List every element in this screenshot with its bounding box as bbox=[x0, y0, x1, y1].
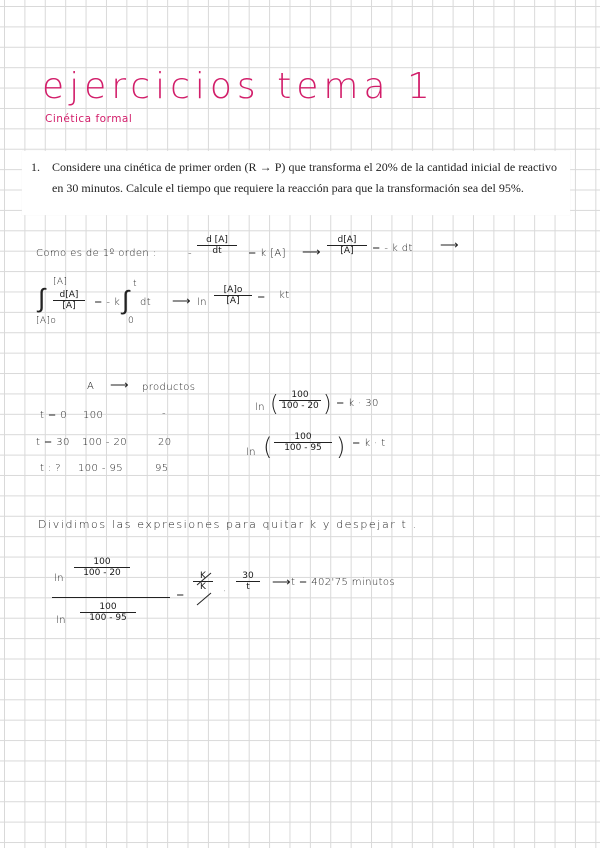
integral-icon: ∫ bbox=[38, 284, 46, 314]
frac-numerator: 100 bbox=[74, 557, 130, 568]
cancel-strike-icon bbox=[195, 571, 213, 607]
paren-right: ) bbox=[336, 433, 346, 461]
final-result: t = 402'75 minutos bbox=[291, 577, 396, 588]
frac-denominator: t bbox=[246, 582, 250, 592]
arrow-icon: ⟶ bbox=[302, 245, 322, 260]
frac-denominator: K bbox=[200, 582, 206, 592]
integral-upper-limit: [A] bbox=[53, 277, 68, 287]
frac-denominator: 100 - 20 bbox=[83, 568, 121, 578]
integral-lower-limit: 0 bbox=[128, 316, 135, 326]
integral-upper-limit: t bbox=[133, 279, 137, 289]
arrow-icon: ⟶ bbox=[110, 378, 130, 393]
page-title: ejercicios tema 1 bbox=[42, 66, 435, 107]
eqA-frac bbox=[279, 390, 321, 411]
table-row-1-p: - bbox=[162, 408, 167, 419]
line2-ln: ln bbox=[197, 297, 207, 308]
table-row-1-a: 100 bbox=[83, 410, 104, 421]
line1-minus: - bbox=[188, 248, 193, 259]
line1-eq1: = k [A] bbox=[248, 248, 286, 259]
frac-denominator: 100 - 95 bbox=[284, 443, 322, 453]
frac-denominator: [A] bbox=[226, 296, 240, 306]
eqB-rhs: = k · t bbox=[352, 438, 386, 449]
integral-icon: ∫ bbox=[122, 286, 130, 316]
arrow-icon: ⟶ bbox=[172, 294, 192, 309]
final-eq: = bbox=[176, 590, 185, 601]
line2-mid: = - k · bbox=[94, 297, 128, 308]
exercise-statement bbox=[22, 151, 570, 215]
exercise-text: Considere una cinética de primer orden (R → P) que transforma el 20% de la cantidad inicial de reactivo en 30 minutos. Calcule el tiempo que requiere la reacción para que la transformación sea del 95%. bbox=[52, 160, 557, 195]
frac-numerator: 100 bbox=[80, 602, 136, 613]
eqA-ln: ln bbox=[255, 402, 265, 413]
line1-frac-2 bbox=[327, 235, 367, 256]
line2-eq: = bbox=[257, 292, 266, 303]
line1-frac-1 bbox=[197, 235, 237, 256]
divide-text: Dividimos las expresiones para quitar k y despejar t . bbox=[38, 518, 418, 531]
integral-lower-limit: [A]o bbox=[36, 316, 57, 326]
final-bot-ln: ln bbox=[56, 615, 66, 626]
arrow-icon: ⟶ bbox=[272, 575, 292, 590]
eqB-ln: ln bbox=[246, 447, 256, 458]
line1-lead: Como es de 1º orden : bbox=[36, 248, 157, 259]
table-head-products: productos bbox=[142, 382, 196, 393]
frac-numerator: d[A] bbox=[327, 235, 367, 246]
eqB-frac bbox=[274, 432, 332, 453]
arrow-icon: ⟶ bbox=[440, 238, 460, 253]
final-bot-frac bbox=[80, 602, 136, 623]
frac-denominator: [A] bbox=[340, 246, 354, 256]
eqA-rhs: = k · 30 bbox=[336, 398, 379, 409]
main-fraction-bar bbox=[52, 597, 170, 598]
frac-denominator: [A] bbox=[62, 301, 76, 311]
frac-numerator: [A]o bbox=[214, 285, 252, 296]
frac-numerator: 30 bbox=[236, 571, 260, 582]
table-row-2-t: t = 30 bbox=[36, 437, 70, 448]
frac-numerator: 100 bbox=[274, 432, 332, 443]
table-row-2-a: 100 - 20 bbox=[82, 437, 127, 448]
frac-denominator: 100 - 95 bbox=[89, 613, 127, 623]
frac-numerator: 100 bbox=[279, 390, 321, 401]
final-r-frac bbox=[236, 571, 260, 592]
final-top-frac bbox=[74, 557, 130, 578]
line2-frac-3 bbox=[214, 285, 252, 306]
final-dot: · bbox=[223, 586, 227, 597]
line1-eq2: = - k dt bbox=[372, 243, 413, 254]
frac-denominator: 100 - 20 bbox=[281, 401, 319, 411]
exercise-number: 1. bbox=[31, 160, 40, 174]
line2-rhs: kt bbox=[279, 290, 290, 301]
line2-dt: dt bbox=[140, 297, 152, 308]
paren-right: ) bbox=[323, 392, 332, 417]
line2-frac-1 bbox=[53, 290, 85, 311]
table-row-3-t: t : ? bbox=[40, 463, 61, 474]
frac-numerator: K bbox=[193, 571, 213, 582]
frac-denominator: dt bbox=[212, 246, 222, 256]
paren-left: ( bbox=[263, 433, 273, 461]
frac-numerator: d[A] bbox=[53, 290, 85, 301]
table-row-3-a: 100 - 95 bbox=[78, 463, 123, 474]
table-head-a: A bbox=[87, 381, 95, 392]
final-top-ln: ln bbox=[54, 573, 64, 584]
table-row-1-t: t = 0 bbox=[40, 410, 68, 421]
paren-left: ( bbox=[270, 392, 279, 417]
page-subtitle: Cinética formal bbox=[45, 113, 133, 125]
table-row-2-p: 20 bbox=[158, 437, 172, 448]
frac-numerator: d [A] bbox=[197, 235, 237, 246]
table-row-3-p: 95 bbox=[155, 463, 169, 474]
